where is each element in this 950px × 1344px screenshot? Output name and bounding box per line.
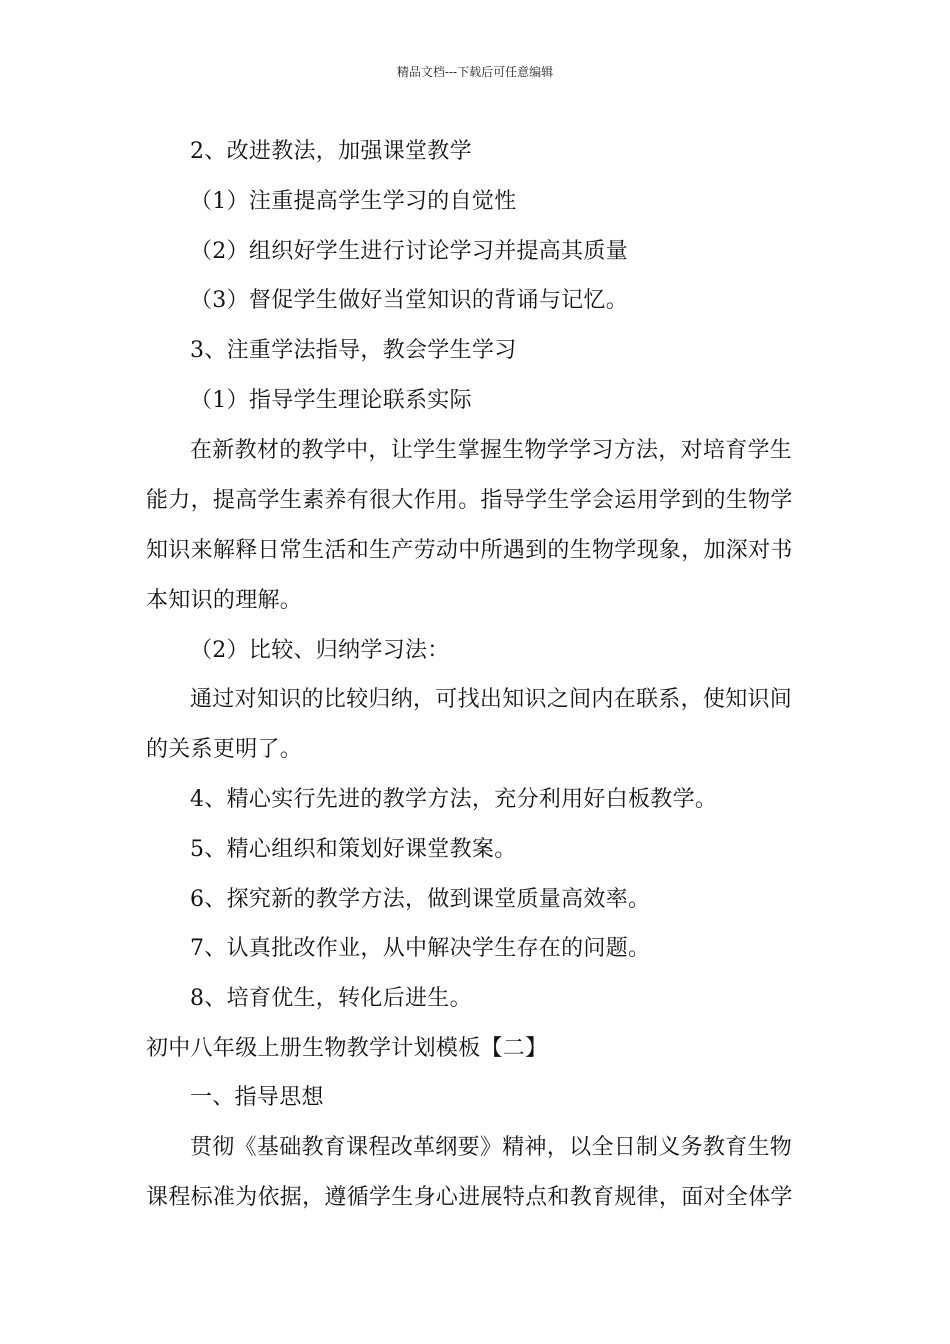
page-header: 精品文档---下载后可任意编辑 <box>396 65 554 79</box>
section-heading: 一、指导思想 <box>190 1085 324 1110</box>
list-item: （2）比较、归纳学习法： <box>190 638 450 663</box>
list-item: （1）注重提高学生学习的自觉性 <box>190 189 517 214</box>
section-heading: 4、精心实行先进的教学方法，充分利用好白板教学。 <box>190 787 718 812</box>
paragraph-line: 通过对知识的比较归纳，可找出知识之间内在联系，使知识间 <box>190 687 793 712</box>
section-heading: 2、改进教法，加强课堂教学 <box>190 139 472 164</box>
document-title: 初中八年级上册生物教学计划模板【二】 <box>146 1036 548 1061</box>
section-heading: 3、注重学法指导，教会学生学习 <box>190 338 517 363</box>
section-heading: 5、精心组织和策划好课堂教案。 <box>190 837 517 862</box>
list-item: （1）指导学生理论联系实际 <box>190 388 472 413</box>
paragraph-line: 知识来解释日常生活和生产劳动中所遇到的生物学现象，加深对书 <box>146 538 793 563</box>
list-item: （2）组织好学生进行讨论学习并提高其质量 <box>190 239 628 264</box>
paragraph-line: 课程标准为依据，遵循学生身心进展特点和教育规律，面对全体学 <box>146 1185 793 1210</box>
paragraph-line: 能力，提高学生素养有很大作用。指导学生学会运用学到的生物学 <box>146 488 793 513</box>
section-heading: 6、探究新的教学方法，做到课堂质量高效率。 <box>190 887 651 912</box>
list-item: （3）督促学生做好当堂知识的背诵与记忆。 <box>190 288 628 313</box>
section-heading: 8、培育优生，转化后进生。 <box>190 986 472 1011</box>
paragraph-line: 贯彻《基础教育课程改革纲要》精神，以全日制义务教育生物 <box>190 1135 793 1160</box>
paragraph-line: 在新教材的教学中，让学生掌握生物学学习方法，对培育学生 <box>190 438 793 463</box>
paragraph-line: 的关系更明了。 <box>146 737 303 762</box>
paragraph-line: 本知识的理解。 <box>146 588 303 613</box>
section-heading: 7、认真批改作业，从中解决学生存在的问题。 <box>190 936 651 961</box>
